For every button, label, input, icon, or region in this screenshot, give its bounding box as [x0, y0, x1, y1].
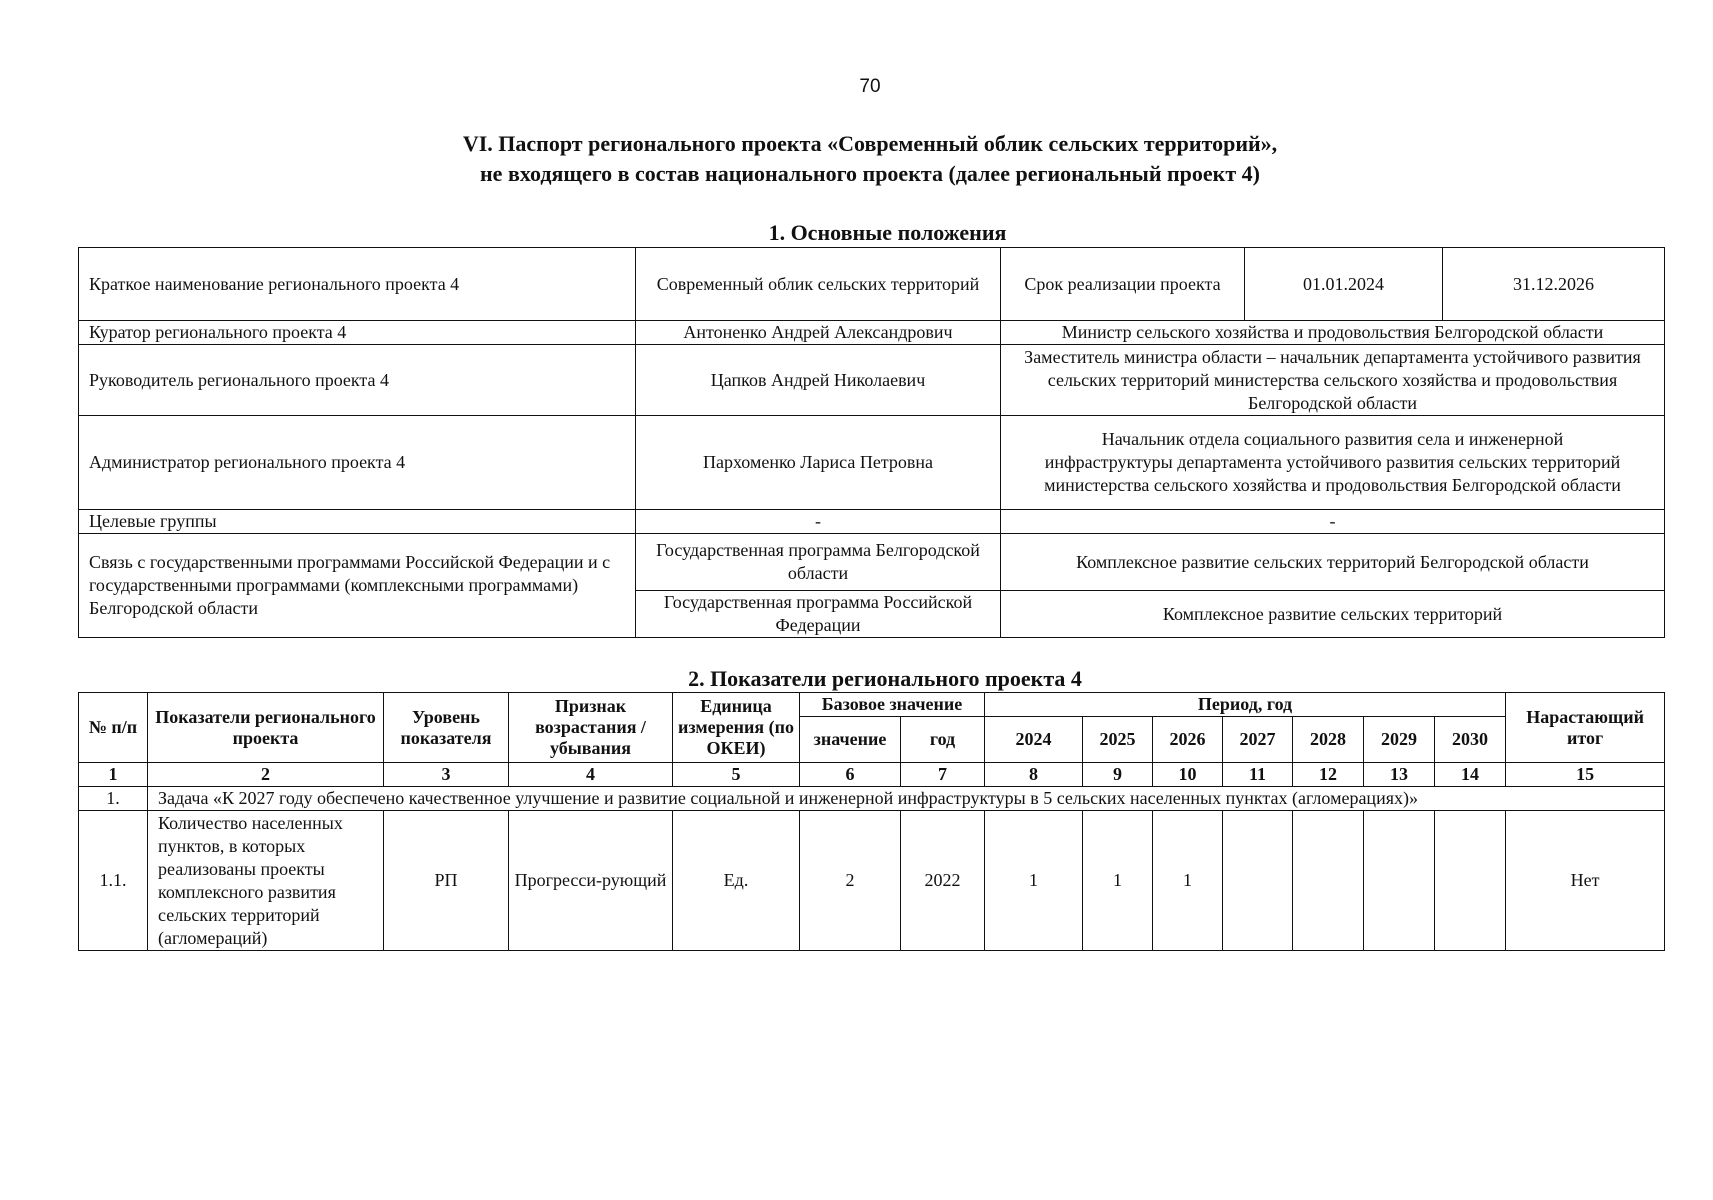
header-unit: Единица измерения (по ОКЕИ) [673, 693, 800, 763]
row-value-2027 [1223, 811, 1293, 951]
curator-name: Антоненко Андрей Александрович [636, 321, 1001, 345]
head-name: Цапков Андрей Николаевич [636, 345, 1001, 416]
program-1-name: Комплексное развитие сельских территорий Белгородской области [1001, 534, 1665, 591]
col-number: 7 [901, 763, 985, 787]
target-groups-value-1: - [636, 510, 1001, 534]
admin-label: Администратор регионального проекта 4 [79, 416, 636, 510]
short-name-value: Современный облик сельских территорий [636, 248, 1001, 321]
col-number: 10 [1153, 763, 1223, 787]
head-label: Руководитель регионального проекта 4 [79, 345, 636, 416]
col-number: 4 [509, 763, 673, 787]
start-date: 01.01.2024 [1245, 248, 1443, 321]
col-number: 12 [1293, 763, 1364, 787]
head-position: Заместитель министра области – начальник департамента устойчивого развития сельских территорий министерства сельского хозяйства и продовольствия Белгородской области [1001, 345, 1665, 416]
col-number: 5 [673, 763, 800, 787]
header-year-2030: 2030 [1435, 717, 1506, 763]
term-label: Срок реализации проекта [1001, 248, 1245, 321]
header-level: Уровень показателя [384, 693, 509, 763]
row-value-2029 [1364, 811, 1435, 951]
col-number: 2 [148, 763, 384, 787]
admin-position: Начальник отдела социального развития села и инженерной инфраструктуры департамента устойчивого развития сельских территорий министерства сельского хозяйства и продовольствия Белгородской области [1001, 416, 1665, 510]
page-number: 70 [859, 76, 881, 97]
row-value-2030 [1435, 811, 1506, 951]
col-number: 9 [1083, 763, 1153, 787]
row-base-year: 2022 [901, 811, 985, 951]
target-groups-label: Целевые группы [79, 510, 636, 534]
header-year-2024: 2024 [985, 717, 1083, 763]
short-name-label: Краткое наименование регионального проекта 4 [79, 248, 636, 321]
col-number: 3 [384, 763, 509, 787]
program-2: Государственная программа Российской Федерации [636, 591, 1001, 638]
row-cumulative: Нет [1506, 811, 1665, 951]
task-num: 1. [79, 787, 148, 811]
col-number: 14 [1435, 763, 1506, 787]
row-value-2026: 1 [1153, 811, 1223, 951]
header-year-2027: 2027 [1223, 717, 1293, 763]
col-number: 13 [1364, 763, 1435, 787]
row-unit: Ед. [673, 811, 800, 951]
curator-label: Куратор регионального проекта 4 [79, 321, 636, 345]
row-value-2024: 1 [985, 811, 1083, 951]
header-year-2025: 2025 [1083, 717, 1153, 763]
col-number: 15 [1506, 763, 1665, 787]
row-value-2025: 1 [1083, 811, 1153, 951]
admin-name: Пархоменко Лариса Петровна [636, 416, 1001, 510]
row-level: РП [384, 811, 509, 951]
indicators-table [78, 692, 1665, 951]
header-cumulative: Нарастающий итог [1506, 693, 1665, 763]
header-base-year: год [901, 717, 985, 763]
document-title [0, 129, 1713, 189]
header-num: № п/п [79, 693, 148, 763]
header-period: Период, год [985, 693, 1506, 717]
title-line-1: VI. Паспорт регионального проекта «Современный облик сельских территорий», [462, 131, 1278, 156]
header-base-value: значение [800, 717, 901, 763]
header-year-2029: 2029 [1364, 717, 1435, 763]
header-year-2026: 2026 [1153, 717, 1223, 763]
row-base-value: 2 [800, 811, 901, 951]
row-num: 1.1. [79, 811, 148, 951]
header-base: Базовое значение [800, 693, 985, 717]
col-number: 8 [985, 763, 1083, 787]
col-number: 11 [1223, 763, 1293, 787]
row-indicator: Количество населенных пунктов, в которых реализованы проекты комплексного развития сельских территорий (агломераций) [148, 811, 384, 951]
row-value-2028 [1293, 811, 1364, 951]
programs-link-label: Связь с государственными программами Российской Федерации и с государственными программами (комплексными программами) Белгородской области [79, 534, 636, 638]
task-text: Задача «К 2027 году обеспечено качественное улучшение и развитие социальной и инженерной инфраструктуры в 5 сельских населенных пунктах (агломерациях)» [148, 787, 1665, 811]
header-trend: Признак возрастания / убывания [509, 693, 673, 763]
section-2-title: 2. Показатели регионального проекта 4 [688, 666, 1082, 691]
section-1-title: 1. Основные положения [768, 220, 1007, 245]
col-number: 1 [79, 763, 148, 787]
end-date: 31.12.2026 [1443, 248, 1665, 321]
header-year-2028: 2028 [1293, 717, 1364, 763]
row-trend: Прогресси-рующий [509, 811, 673, 951]
target-groups-value-2: - [1001, 510, 1665, 534]
title-line-2: не входящего в состав национального проекта (далее региональный проект 4) [480, 161, 1260, 186]
table-row [79, 811, 1665, 951]
col-number: 6 [800, 763, 901, 787]
header-indicator: Показатели регионального проекта [148, 693, 384, 763]
program-1: Государственная программа Белгородской области [636, 534, 1001, 591]
program-2-name: Комплексное развитие сельских территорий [1001, 591, 1665, 638]
main-provisions-table [78, 247, 1665, 638]
curator-position: Министр сельского хозяйства и продовольствия Белгородской области [1001, 321, 1665, 345]
